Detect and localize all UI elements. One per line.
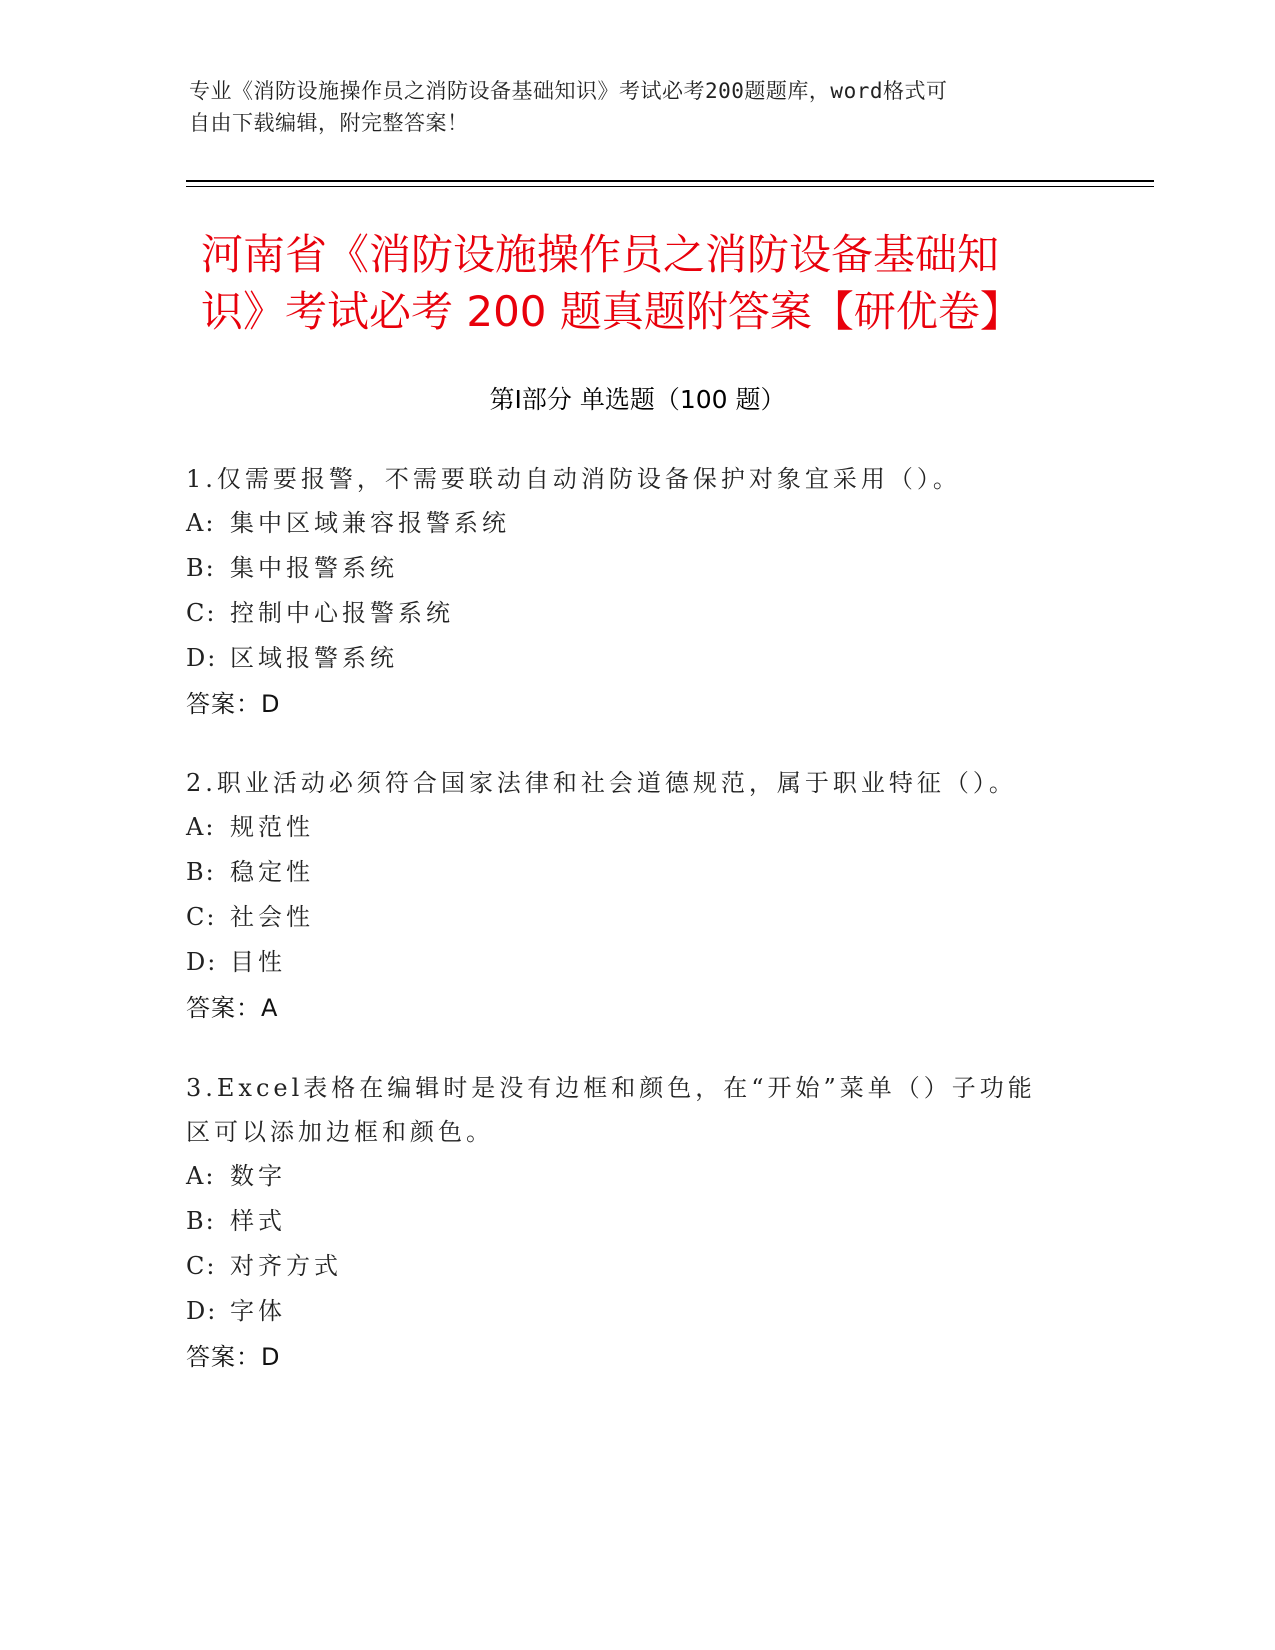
title-line-2: 识》考试必考 200 题真题附答案【研优卷】 — [201, 287, 1022, 336]
option-text: 区域报警系统 — [230, 644, 398, 672]
option-d — [186, 1289, 1086, 1334]
option-text: 规范性 — [230, 813, 314, 841]
intro-line-2: 自由下载编辑，附完整答案！ — [189, 111, 469, 135]
question-3 — [186, 1066, 1086, 1380]
header-divider-thin — [186, 186, 1154, 187]
answer: 答案：D — [186, 690, 281, 718]
option-b — [186, 850, 1086, 895]
option-label: D: — [186, 1297, 218, 1325]
intro-text — [189, 75, 1089, 139]
title-line-1: 河南省《消防设施操作员之消防设备基础知 — [201, 230, 1000, 279]
question-text-line-1: 3.Excel表格在编辑时是没有边框和颜色，在“开始”菜单（）子功能 — [186, 1074, 1036, 1102]
option-text: 字体 — [230, 1297, 286, 1325]
option-d — [186, 636, 1086, 681]
option-text: 样式 — [230, 1207, 286, 1235]
question-text: 1.仅需要报警，不需要联动自动消防设备保护对象宜采用（）。 — [186, 465, 961, 493]
option-c — [186, 895, 1086, 940]
question-text-line-2: 区可以添加边框和颜色。 — [186, 1118, 494, 1146]
option-text: 集中区域兼容报警系统 — [230, 509, 510, 537]
question-1 — [186, 457, 1086, 727]
option-label: B: — [186, 1207, 216, 1235]
option-text: 对齐方式 — [230, 1252, 342, 1280]
option-text: 控制中心报警系统 — [230, 599, 454, 627]
answer: 答案：D — [186, 1343, 281, 1371]
option-c — [186, 591, 1086, 636]
option-text: 稳定性 — [230, 858, 314, 886]
option-d — [186, 940, 1086, 985]
question-2 — [186, 761, 1086, 1031]
option-label: A: — [186, 813, 216, 841]
option-text: 数字 — [230, 1162, 286, 1190]
option-a — [186, 501, 1086, 546]
document-title — [201, 226, 1101, 340]
option-label: C: — [186, 1252, 217, 1280]
option-text: 社会性 — [230, 903, 314, 931]
option-c — [186, 1244, 1086, 1289]
section-heading: 第Ⅰ部分 单选题（100 题） — [489, 385, 786, 414]
option-label: D: — [186, 644, 218, 672]
option-b — [186, 546, 1086, 591]
answer: 答案：A — [186, 994, 279, 1022]
option-a — [186, 1154, 1086, 1199]
option-label: C: — [186, 903, 217, 931]
option-text: 目性 — [230, 948, 286, 976]
option-label: B: — [186, 554, 216, 582]
option-label: A: — [186, 1162, 216, 1190]
option-label: D: — [186, 948, 218, 976]
header-divider-thick — [186, 180, 1154, 182]
option-label: B: — [186, 858, 216, 886]
question-text: 2.职业活动必须符合国家法律和社会道德规范，属于职业特征（）。 — [186, 769, 1017, 797]
option-a — [186, 805, 1086, 850]
option-text: 集中报警系统 — [230, 554, 398, 582]
option-label: A: — [186, 509, 216, 537]
option-label: C: — [186, 599, 217, 627]
intro-line-1: 专业《消防设施操作员之消防设备基础知识》考试必考200题题库，word格式可 — [189, 79, 948, 103]
option-b — [186, 1199, 1086, 1244]
